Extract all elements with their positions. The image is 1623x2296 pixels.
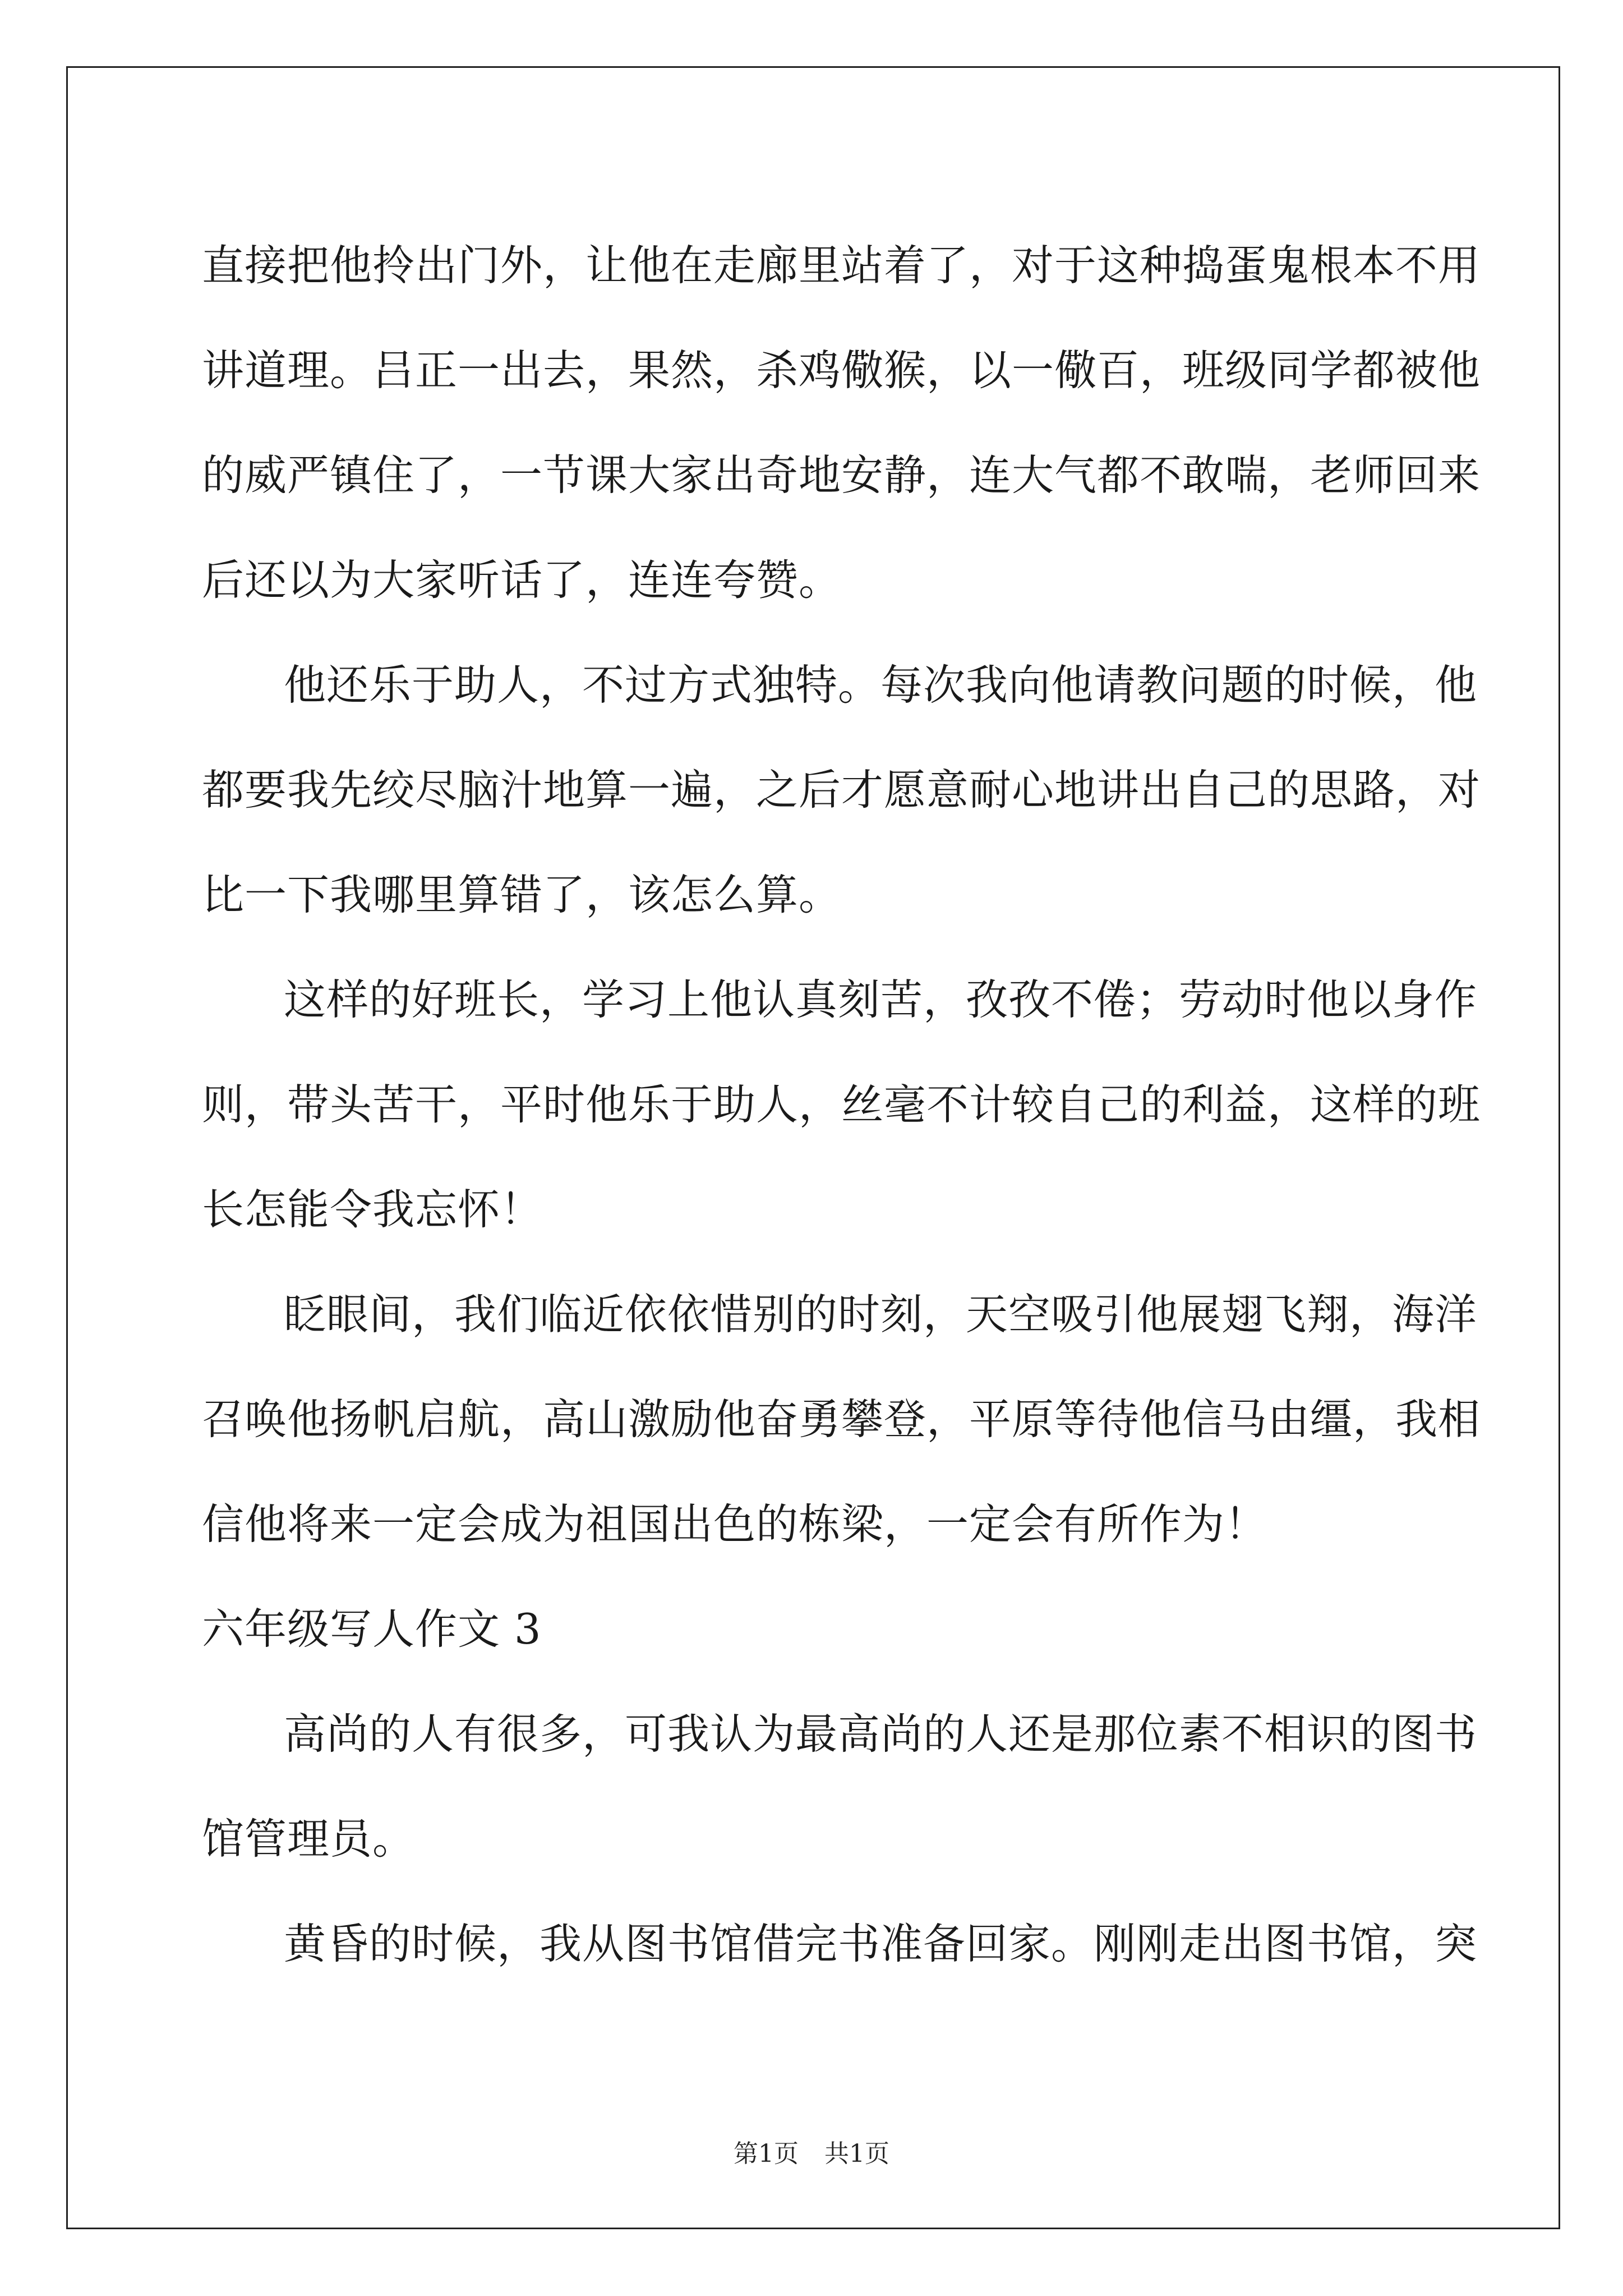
text-line: 他还乐于助人，不过方式独特。每次我向他请教问题的时候，他 [284, 660, 1478, 710]
text-line: 比一下我哪里算错了，该怎么算。 [202, 870, 842, 919]
text-line: 后还以为大家听话了，连连夸赞。 [202, 555, 842, 605]
page-number: 第1页 [734, 2139, 799, 2168]
text-line: 馆管理员。 [202, 1814, 416, 1864]
document-body [202, 213, 1481, 1996]
text-line: 都要我先绞尽脑汁地算一遍，之后才愿意耐心地讲出自己的思路，对 [202, 765, 1481, 815]
section-heading: 六年级写人作文 3 [202, 1604, 542, 1654]
text-line: 黄昏的时候，我从图书馆借完书准备回家。刚刚走出图书馆，突 [284, 1919, 1478, 1968]
page-footer [0, 2137, 1623, 2171]
text-line: 直接把他拎出门外，让他在走廊里站着了，对于这种捣蛋鬼根本不用 [202, 241, 1481, 290]
page-total: 共1页 [824, 2139, 889, 2168]
text-line: 这样的好班长，学习上他认真刻苦，孜孜不倦；劳动时他以身作 [284, 975, 1478, 1024]
text-line: 的威严镇住了，一节课大家出奇地安静，连大气都不敢喘，老师回来 [202, 450, 1481, 500]
text-line: 召唤他扬帆启航，高山激励他奋勇攀登，平原等待他信马由缰，我相 [202, 1395, 1481, 1444]
text-line: 高尚的人有很多，可我认为最高尚的人还是那位素不相识的图书 [284, 1709, 1478, 1759]
text-line: 讲道理。吕正一出去，果然，杀鸡儆猴，以一儆百，班级同学都被他 [202, 346, 1481, 395]
text-line: 长怎能令我忘怀！ [202, 1185, 543, 1234]
text-line: 信他将来一定会成为祖国出色的栋梁，一定会有所作为！ [202, 1499, 1268, 1549]
text-line: 眨眼间，我们临近依依惜别的时刻，天空吸引他展翅飞翔，海洋 [284, 1290, 1478, 1339]
text-line: 则，带头苦干，平时他乐于助人，丝毫不计较自己的利益，这样的班 [202, 1080, 1481, 1129]
